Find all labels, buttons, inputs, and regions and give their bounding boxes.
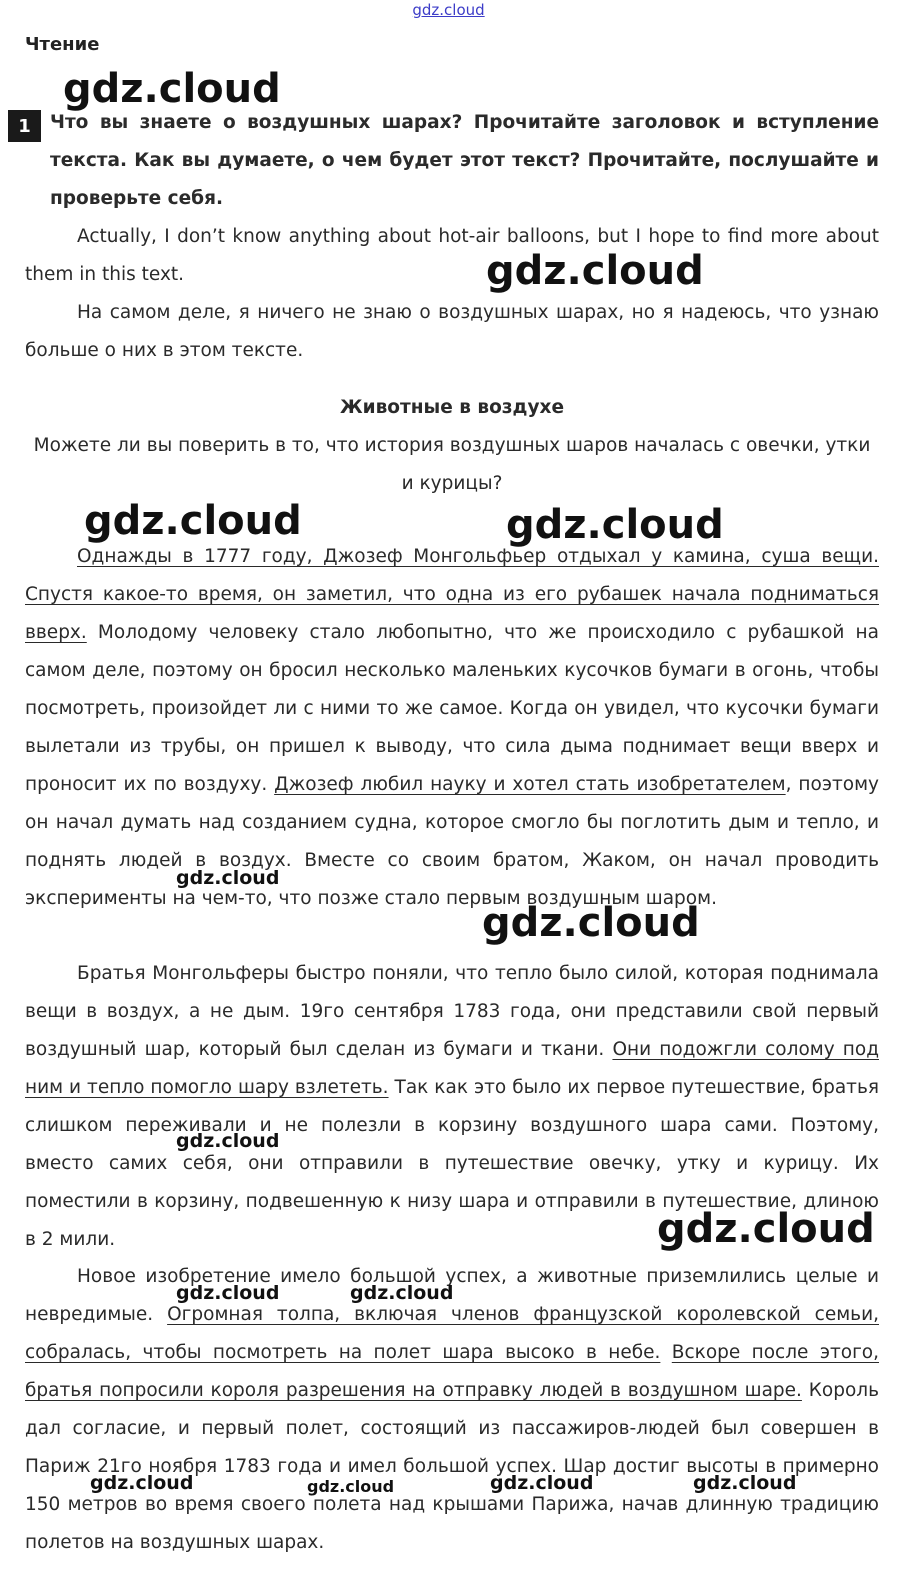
answer-english: Actually, I don’t know anything about hot-air balloons, but I hope to find more about them in this text.	[25, 226, 879, 285]
watermark: gdz.cloud	[63, 66, 281, 112]
watermark: gdz.cloud	[84, 498, 302, 544]
watermark: gdz.cloud	[176, 867, 280, 889]
paragraph-text: Молодому человеку стало любопытно, что же происходило с рубашкой на самом деле, поэтому он бросил несколько маленьких кусочков бумаги в огонь, чтобы посмотреть, произойдет ли с ними то же самое. Когда он увидел, что кусочки бумаги вылетали из трубы, он пришел к выводу, что сила дыма поднимает вещи вверх и проносит их по воздуху.	[25, 622, 879, 795]
watermark: gdz.cloud	[486, 248, 704, 294]
article-paragraph-3	[25, 1258, 879, 1562]
paragraph-text: Король дал согласие, и первый полет, состоящий из пассажиров-людей был совершен в Париж 21го ноября 1783 года и имел большой успех. Шар достиг высоты в примерно 150 метров во время своего полета над крышами Парижа, начав длинную традицию полетов на воздушных шарах.	[25, 1380, 879, 1553]
watermark: gdz.cloud	[490, 1472, 594, 1494]
watermark: gdz.cloud	[307, 1477, 395, 1496]
paragraph-text: Так как это было их первое путешествие, братья слишком переживали и не полезли в корзину воздушного шара сами. Поэтому, вместо самих себя, они отправили в путешествие овечку, утку и курицу. Их поместили в корзину, подвешенную к низу шара и отправили в путешествие, длиною в 2 мили.	[25, 1077, 879, 1250]
section-title: Чтение	[25, 34, 100, 55]
watermark: gdz.cloud	[693, 1472, 797, 1494]
underlined-sentence: Они подожгли солому под ним и тепло помогло шару взлететь.	[25, 1039, 879, 1098]
watermark: gdz.cloud	[350, 1282, 454, 1304]
exercise-number-badge: 1	[8, 110, 41, 142]
watermark: gdz.cloud	[176, 1130, 280, 1152]
article-intro: Можете ли вы поверить в то, что история воздушных шаров началась с овечки, утки и курицы?	[33, 435, 871, 494]
article-paragraph-2	[25, 955, 879, 1259]
watermark: gdz.cloud	[506, 502, 724, 548]
underlined-sentence: Вскоре после этого, братья попросили короля разрешения на отправку людей в воздушном шаре.	[25, 1342, 879, 1401]
paragraph-text: , поэтому он начал думать над созданием судна, которое смогло бы поглотить дым и тепло, и поднять людей в воздух. Вместе со своим братом, Жаком, он начал проводить эксперименты на чем-то, что позже стало первым воздушным шаром.	[25, 774, 879, 909]
site-header-link[interactable]: gdz.cloud	[412, 1, 485, 19]
answer-russian: На самом деле, я ничего не знаю о воздушных шарах, но я надеюсь, что узнаю больше о них в этом тексте.	[25, 302, 879, 361]
underlined-sentence: Джозеф любил науку и хотел стать изобретателем	[274, 774, 786, 795]
article-title: Животные в воздухе	[339, 397, 565, 418]
watermark: gdz.cloud	[90, 1472, 194, 1494]
watermark: gdz.cloud	[657, 1206, 875, 1252]
watermark: gdz.cloud	[482, 900, 700, 946]
watermark: gdz.cloud	[176, 1282, 280, 1304]
paragraph-text	[660, 1342, 671, 1363]
article-paragraph-1	[25, 538, 879, 918]
underlined-sentence: Однажды в 1777 году, Джозеф Монгольфьер отдыхал у камина, суша вещи. Спустя какое-то время, он заметил, что одна из его рубашек начала подниматься вверх.	[25, 546, 879, 643]
exercise-task: Что вы знаете о воздушных шарах? Прочитайте заголовок и вступление текста. Как вы думаете, о чем будет этот текст? Прочитайте, послушайте и проверьте себя.	[50, 112, 879, 209]
underlined-sentence: Огромная толпа, включая членов французской королевской семьи, собралась, чтобы посмотреть на полет шара высоко в небе.	[25, 1304, 879, 1363]
paragraph-text: Новое изобретение имело большой успех, а животные приземлились целые и невредимые.	[25, 1266, 879, 1325]
paragraph-text: Братья Монгольферы быстро поняли, что тепло было силой, которая поднимала вещи в воздух, а не дым. 19го сентября 1783 года, они представили свой первый воздушный шар, который был сделан из бумаги и ткани.	[25, 963, 879, 1060]
